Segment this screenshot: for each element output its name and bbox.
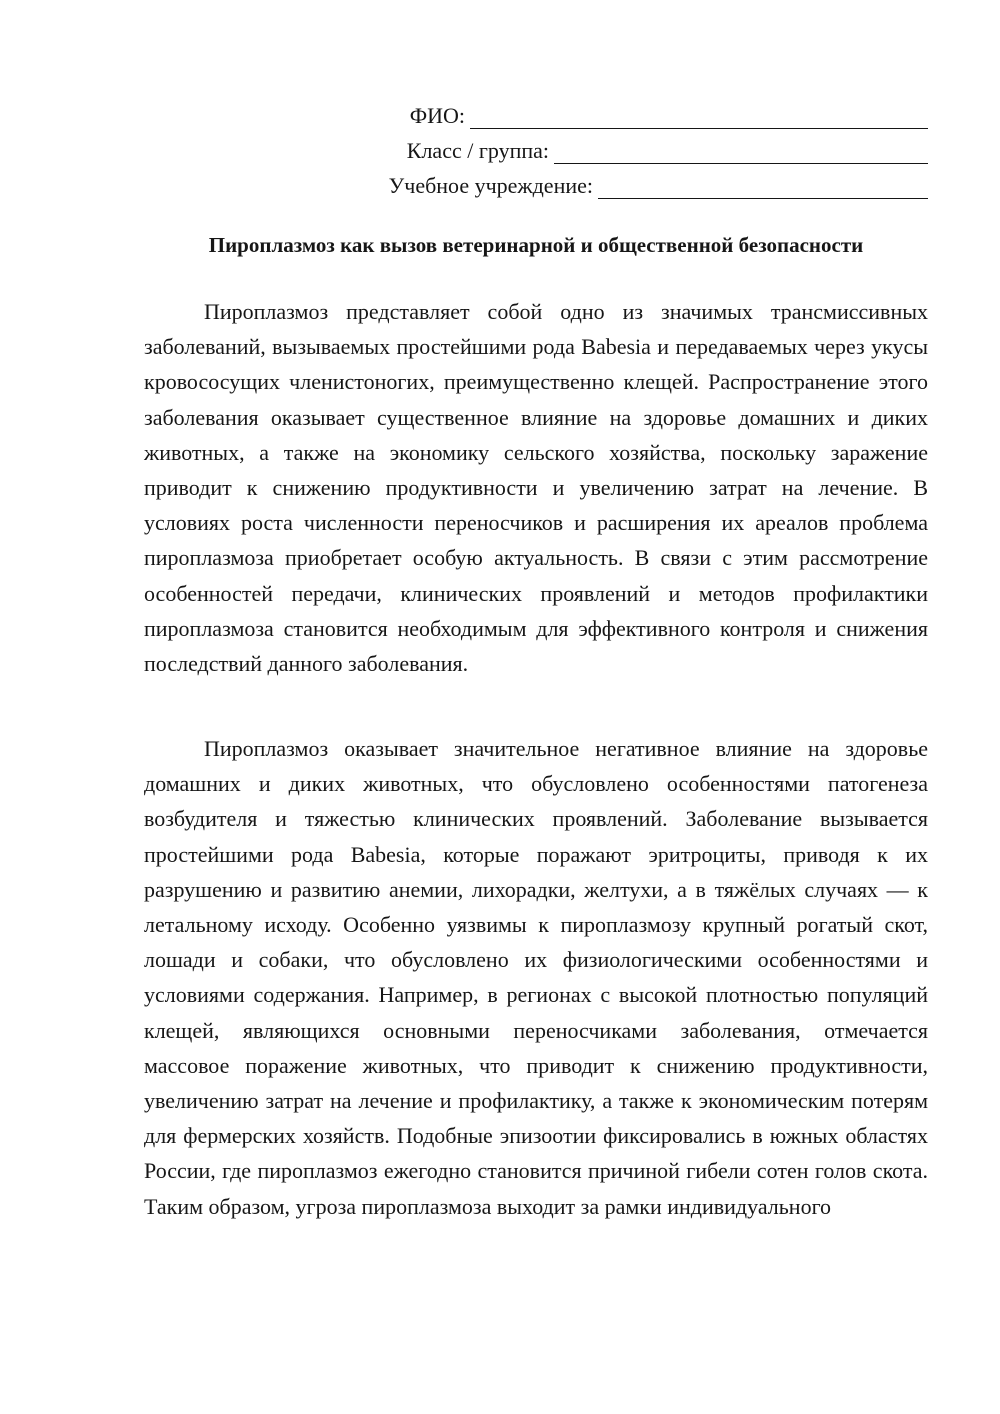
fio-blank-line: [470, 102, 928, 129]
school-label: Учебное учреждение:: [388, 173, 593, 198]
school-row: [300, 164, 928, 199]
fio-label: ФИО:: [409, 103, 465, 128]
paragraph-1-block: [144, 294, 928, 681]
school-blank-line: [598, 172, 928, 199]
fio-row: [300, 94, 928, 129]
paragraph-2-block: [144, 731, 928, 1224]
class-row: [300, 129, 928, 164]
paragraph: Пироплазмоз оказывает значительное негативное влияние на здоровье домашних и диких животных, что обусловлено особенностями патогенеза возбудителя и тяжестью клинических проявлений. Заболевание вызывается простейшими рода Babesia, которые поражают эритроциты, приводя к их разрушению и развитию анемии, лихорадки, желтухи, а в тяжёлых случаях — к летальному исходу. Особенно уязвимы к пироплазмозу крупный рогатый скот, лошади и собаки, что обусловлено их физиологическими особенностями и условиями содержания. Например, в регионах с высокой плотностью популяций клещей, являющихся основными переносчиками заболевания, отмечается массовое поражение животных, что приводит к снижению продуктивности, увеличению затрат на лечение и профилактику, а также к экономическим потерям для фермерских хозяйств. Подобные эпизоотии фиксировались в южных областях России, где пироплазмоз ежегодно становится причиной гибели сотен голов скота. Таким образом, угроза пироплазмоза выходит за рамки индивидуального: [144, 736, 928, 1219]
document-title: Пироплазмоз как вызов ветеринарной и общественной безопасности: [208, 233, 864, 257]
class-label: Класс / группа:: [406, 138, 549, 163]
paragraph: Пироплазмоз представляет собой одно из значимых трансмиссивных заболеваний, вызываемых простейшими рода Babesia и передаваемых через укусы кровососущих членистоногих, преимущественно клещей. Распространение этого заболевания оказывает существенное влияние на здоровье домашних и диких животных, а также на экономику сельского хозяйства, поскольку заражение приводит к снижению продуктивности и увеличению затрат на лечение. В условиях роста численности переносчиков и расширения их ареалов проблема пироплазмоза приобретает особую актуальность. В связи с этим рассмотрение особенностей передачи, клинических проявлений и методов профилактики пироплазмоза становится необходимым для эффективного контроля и снижения последствий данного заболевания.: [144, 299, 928, 677]
student-info-block: [300, 94, 928, 199]
class-blank-line: [554, 137, 928, 164]
